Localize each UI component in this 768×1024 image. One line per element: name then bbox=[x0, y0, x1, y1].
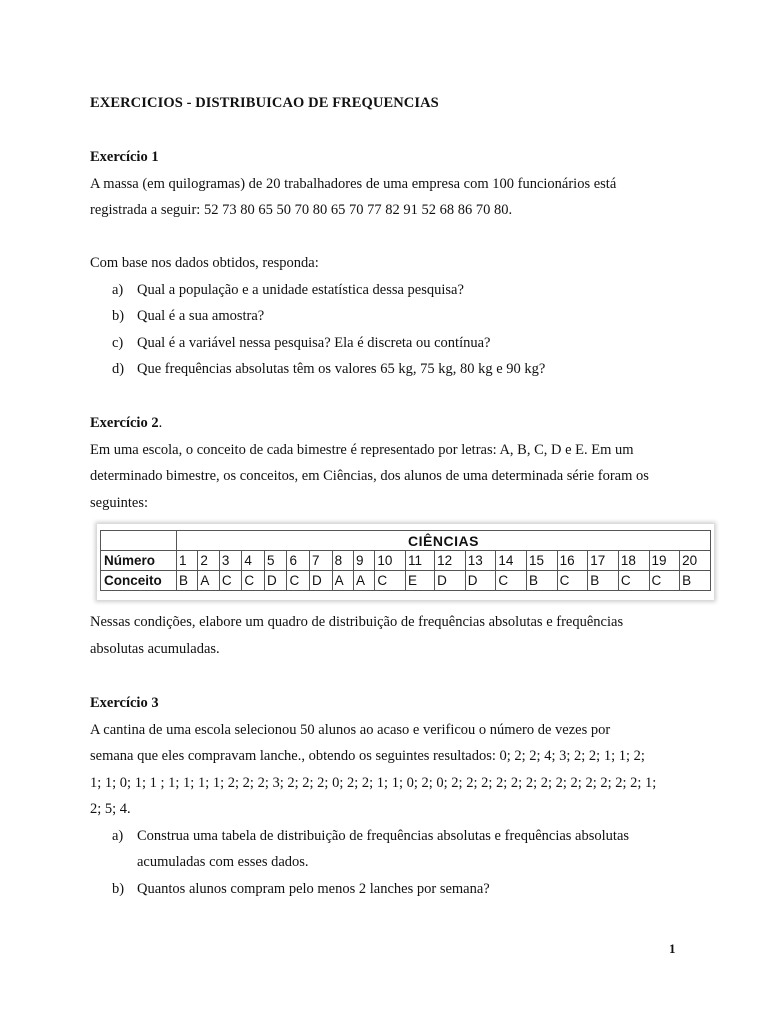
table-cell-numero: 3 bbox=[219, 551, 242, 571]
exercise-2-after-line-2: absolutas acumuladas. bbox=[90, 640, 220, 657]
list-item bbox=[90, 277, 690, 304]
table-cell-numero: 11 bbox=[406, 551, 435, 571]
exercise-3-line-1: A cantina de uma escola selecionou 50 alunos ao acaso e verificou o número de vezes por bbox=[90, 721, 611, 738]
exercise-3-question-list bbox=[90, 823, 690, 903]
table-cell-numero: 17 bbox=[588, 551, 619, 571]
list-marker: a) bbox=[112, 827, 124, 844]
table-cell-conceito: B bbox=[527, 571, 558, 591]
table-cell-conceito: C bbox=[557, 571, 588, 591]
table-cell-numero: 7 bbox=[310, 551, 333, 571]
list-item-text: Que frequências absolutas têm os valores 65 kg, 75 kg, 80 kg e 90 kg? bbox=[137, 361, 546, 377]
table-cell-conceito: E bbox=[406, 571, 435, 591]
exercise-1 bbox=[90, 144, 690, 383]
table-cell-conceito: C bbox=[496, 571, 527, 591]
table-cell-numero: 8 bbox=[332, 551, 353, 571]
exercise-1-prompt: Com base nos dados obtidos, responda: bbox=[90, 255, 319, 271]
table-cell-conceito: B bbox=[680, 571, 711, 591]
exercise-3-heading: Exercício 3 bbox=[90, 695, 159, 711]
table-cell-conceito: B bbox=[177, 571, 198, 591]
exercise-2 bbox=[90, 410, 690, 516]
table-cell-numero: 9 bbox=[354, 551, 375, 571]
table-caption: CIÊNCIAS bbox=[177, 531, 711, 551]
exercise-3-line-3: 1; 1; 0; 1; 1 ; 1; 1; 1; 1; 2; 2; 2; 3; 2; 2; 2; 0; 2; 2; 1; 1; 0; 2; 0; 2; 2; 2; 2; 2; 2; 2; 2; 2; 2; 2; 2; 2; 1; bbox=[90, 774, 657, 791]
list-item-text-continuation: acumuladas com esses dados. bbox=[137, 854, 309, 870]
list-item-text: Quantos alunos compram pelo menos 2 lanches por semana? bbox=[137, 880, 490, 897]
table-cell-numero: 4 bbox=[242, 551, 265, 571]
table-cell-conceito: C bbox=[219, 571, 242, 591]
exercise-1-question-list bbox=[90, 277, 690, 383]
exercise-2-heading: Exercício 2 bbox=[90, 415, 159, 431]
exercise-2-after-line-1: Nessas condições, elabore um quadro de distribuição de frequências absolutas e frequências bbox=[90, 614, 624, 630]
row-label-numero: Número bbox=[101, 551, 177, 571]
table-cell-conceito: C bbox=[287, 571, 310, 591]
list-item bbox=[90, 356, 690, 383]
exercise-3-line-2: semana que eles compravam lanche., obtendo os seguintes resultados: 0; 2; 2; 4; 3; 2; 2; 1; 1; 2; bbox=[90, 748, 645, 764]
exercise-2-line-3: seguintes: bbox=[90, 494, 148, 511]
exercise-2-line-2: determinado bimestre, os conceitos, em Ciências, dos alunos de uma determinada série foram os bbox=[90, 468, 649, 484]
list-item-text: Qual a população e a unidade estatística dessa pesquisa? bbox=[137, 281, 464, 298]
exercise-3-line-4: 2; 5; 4. bbox=[90, 801, 131, 817]
list-marker: c) bbox=[112, 334, 124, 351]
table-cell-numero: 16 bbox=[557, 551, 588, 571]
table-cell-numero: 10 bbox=[375, 551, 406, 571]
table-cell-conceito: D bbox=[435, 571, 466, 591]
ciencias-table bbox=[100, 530, 711, 591]
exercise-1-intro-line-2: registrada a seguir: 52 73 80 65 50 70 80 65 70 77 82 91 52 68 86 70 80. bbox=[90, 202, 513, 218]
table-cell-numero: 14 bbox=[496, 551, 527, 571]
list-item bbox=[90, 303, 690, 330]
list-marker: b) bbox=[112, 308, 125, 324]
table-cell-conceito: D bbox=[465, 571, 496, 591]
row-label-conceito: Conceito bbox=[101, 571, 177, 591]
document-title: EXERCICIOS - DISTRIBUICAO DE FREQUENCIAS bbox=[90, 95, 439, 111]
table-cell-numero: 6 bbox=[287, 551, 310, 571]
table-cell-numero: 13 bbox=[465, 551, 496, 571]
exercise-1-intro-line-1: A massa (em quilogramas) de 20 trabalhadores de uma empresa com 100 funcionários está bbox=[90, 175, 617, 192]
table-cell-conceito: A bbox=[332, 571, 353, 591]
table-cell-numero: 20 bbox=[680, 551, 711, 571]
table-row-numbers bbox=[101, 551, 711, 571]
table-cell-conceito: C bbox=[649, 571, 680, 591]
list-item bbox=[90, 876, 690, 903]
table-cell-numero: 19 bbox=[649, 551, 680, 571]
table-cell-numero: 18 bbox=[618, 551, 649, 571]
table-cell-numero: 2 bbox=[198, 551, 219, 571]
table-cell-conceito: A bbox=[198, 571, 219, 591]
table-cell-conceito: C bbox=[618, 571, 649, 591]
exercise-2-instructions bbox=[90, 609, 690, 662]
table-cell-conceito: C bbox=[375, 571, 406, 591]
table-cell-conceito: B bbox=[588, 571, 619, 591]
exercise-1-heading: Exercício 1 bbox=[90, 149, 159, 165]
exercise-3 bbox=[90, 690, 690, 902]
table-cell-conceito: D bbox=[310, 571, 333, 591]
table-caption-row bbox=[101, 531, 711, 551]
exercise-2-heading-line bbox=[90, 410, 690, 437]
table-cell-numero: 1 bbox=[177, 551, 198, 571]
list-item bbox=[90, 823, 690, 876]
list-item-text: Qual é a variável nessa pesquisa? Ela é discreta ou contínua? bbox=[137, 334, 491, 351]
table-cell-numero: 5 bbox=[264, 551, 287, 571]
table-corner-cell bbox=[101, 531, 177, 551]
list-item bbox=[90, 330, 690, 357]
list-marker: a) bbox=[112, 281, 124, 298]
table-cell-numero: 15 bbox=[527, 551, 558, 571]
list-item-text: Qual é a sua amostra? bbox=[137, 308, 265, 324]
ciencias-table-frame bbox=[97, 524, 714, 600]
table-cell-conceito: D bbox=[264, 571, 287, 591]
list-marker: d) bbox=[112, 361, 125, 377]
table-cell-conceito: A bbox=[354, 571, 375, 591]
table-row-concepts bbox=[101, 571, 711, 591]
exercise-2-heading-suffix: . bbox=[158, 415, 163, 431]
page-number: 1 bbox=[669, 941, 676, 956]
exercise-2-line-1: Em uma escola, o conceito de cada bimestre é representado por letras: A, B, C, D e E. Em um bbox=[90, 441, 634, 458]
table-cell-numero: 12 bbox=[435, 551, 466, 571]
table-cell-conceito: C bbox=[242, 571, 265, 591]
list-item-text: Construa uma tabela de distribuição de frequências absolutas e frequências absolutas bbox=[137, 827, 630, 844]
list-marker: b) bbox=[112, 880, 125, 897]
